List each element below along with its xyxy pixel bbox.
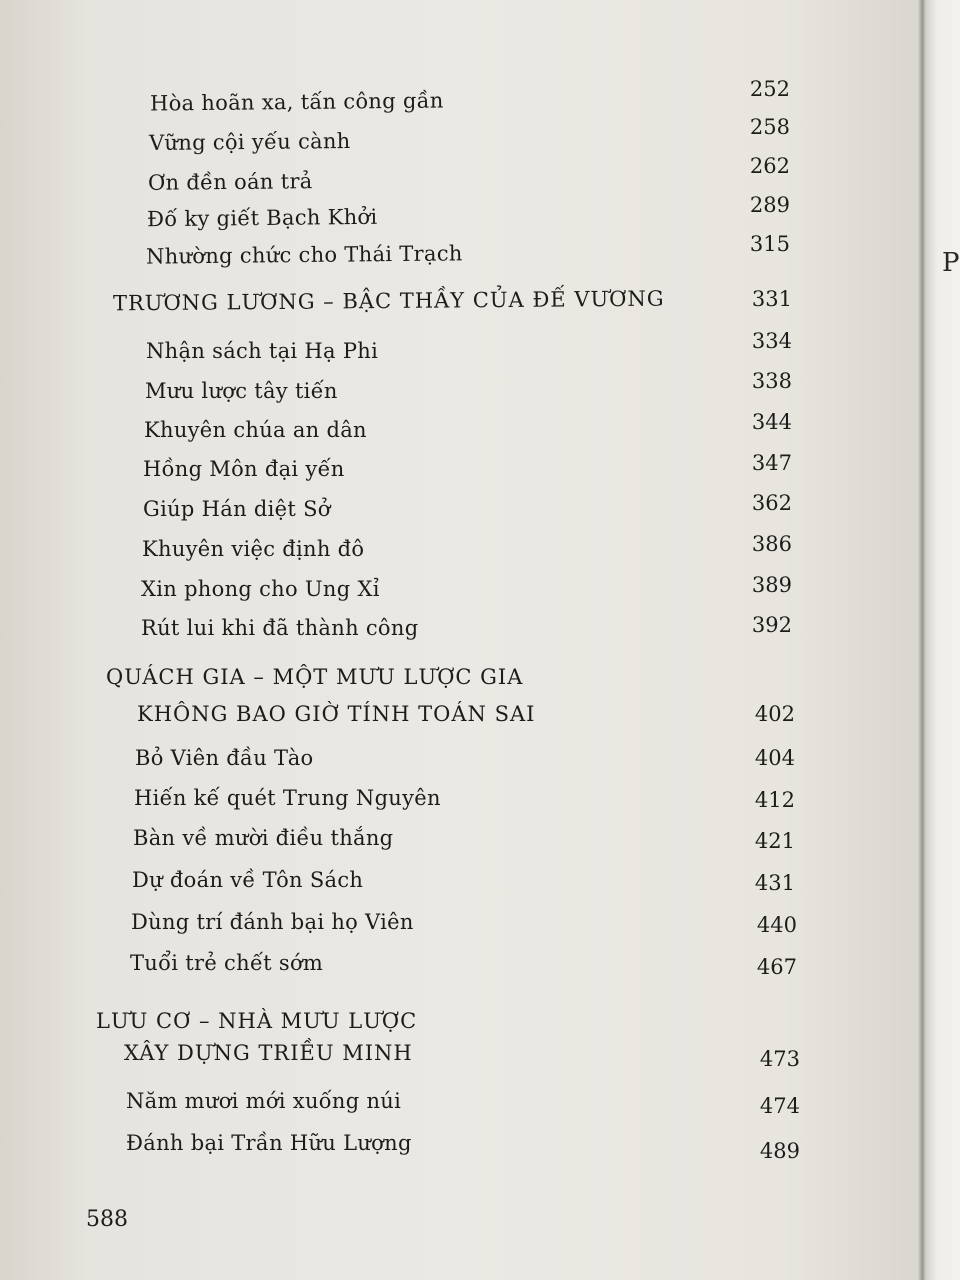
- toc-entry-title: Hồng Môn đại yến: [143, 457, 345, 481]
- toc-entry-title: Bàn về mười điều thắng: [133, 826, 394, 850]
- toc-entry-title: Khuyên việc định đô: [142, 537, 365, 561]
- toc-entry-title: Hòa hoãn xa, tấn công gần: [149, 88, 444, 116]
- toc-entry-page: 289: [749, 193, 790, 217]
- toc-entry-title: Xin phong cho Ung Xỉ: [141, 577, 380, 601]
- toc-entry-title: Nhường chức cho Thái Trạch: [145, 241, 463, 269]
- facing-page-letter: P: [942, 248, 960, 278]
- toc-entry-page: 402: [754, 702, 795, 726]
- toc-entry-page: 334: [751, 329, 792, 353]
- toc-section-heading: LƯU CƠ – NHÀ MƯU LƯỢC: [96, 1009, 418, 1033]
- toc-entry-title: Giúp Hán diệt Sở: [143, 497, 331, 521]
- toc-entry-title: Ơn đền oán trả: [147, 169, 313, 195]
- toc-entry-title: Mưu lược tây tiến: [145, 379, 338, 403]
- toc-entry-page: 344: [751, 410, 792, 434]
- toc-entry-title: Rút lui khi đã thành công: [141, 616, 419, 640]
- toc-entry-page: 489: [759, 1139, 800, 1163]
- toc-section-heading-continued: XÂY DỰNG TRIỀU MINH: [124, 1041, 413, 1065]
- toc-entry-title: Hiến kế quét Trung Nguyên: [134, 786, 441, 810]
- toc-entry-page: 331: [751, 287, 792, 311]
- toc-entry-page: 392: [751, 613, 792, 637]
- toc-entry-page: 258: [749, 115, 790, 139]
- toc-entry-title: Nhận sách tại Hạ Phi: [146, 339, 379, 363]
- toc-entry-page: 262: [749, 154, 790, 178]
- toc-entry-page: 421: [754, 829, 795, 853]
- toc-entry-page: 315: [749, 232, 790, 256]
- toc-entry-title: Khuyên chúa an dân: [144, 418, 367, 442]
- toc-entry-page: 467: [756, 955, 797, 979]
- toc-entry-page: 404: [754, 746, 795, 770]
- toc-entry-page: 431: [754, 871, 795, 895]
- toc-entry-page: 362: [751, 491, 792, 515]
- toc-entry-title: Dùng trí đánh bại họ Viên: [131, 910, 414, 934]
- toc-entry-page: 347: [751, 451, 792, 475]
- toc-entry-page: 473: [759, 1047, 800, 1071]
- book-gutter-shadow: [918, 0, 926, 1280]
- toc-entry-page: 386: [751, 532, 792, 556]
- facing-page: [922, 0, 960, 1280]
- toc-entry-page: 412: [754, 788, 795, 812]
- toc-entry-page: 338: [751, 369, 792, 393]
- toc-entry-page: 389: [751, 573, 792, 597]
- toc-entry-page: 440: [756, 913, 797, 937]
- toc-entry-title: Đố ky giết Bạch Khởi: [146, 204, 378, 232]
- toc-section-heading: QUÁCH GIA – MỘT MƯU LƯỢC GIA: [106, 665, 524, 689]
- toc-entry-title: Đánh bại Trần Hữu Lượng: [126, 1131, 412, 1155]
- toc-section-heading-continued: KHÔNG BAO GIỜ TÍNH TOÁN SAI: [137, 702, 536, 726]
- toc-section-heading: TRƯƠNG LƯƠNG – BẬC THẦY CỦA ĐẾ VƯƠNG: [112, 286, 665, 316]
- toc-entry-page: 252: [749, 77, 790, 101]
- toc-entry-page: 474: [759, 1094, 800, 1118]
- toc-entry-title: Bỏ Viên đầu Tào: [135, 746, 314, 770]
- page-number: 588: [86, 1207, 128, 1232]
- toc-entry-title: Năm mươi mới xuống núi: [126, 1089, 402, 1113]
- toc-entry-title: Tuổi trẻ chết sớm: [130, 951, 324, 975]
- toc-entry-title: Dự đoán về Tôn Sách: [132, 868, 364, 892]
- toc-entry-title: Vững cội yếu cành: [148, 128, 351, 156]
